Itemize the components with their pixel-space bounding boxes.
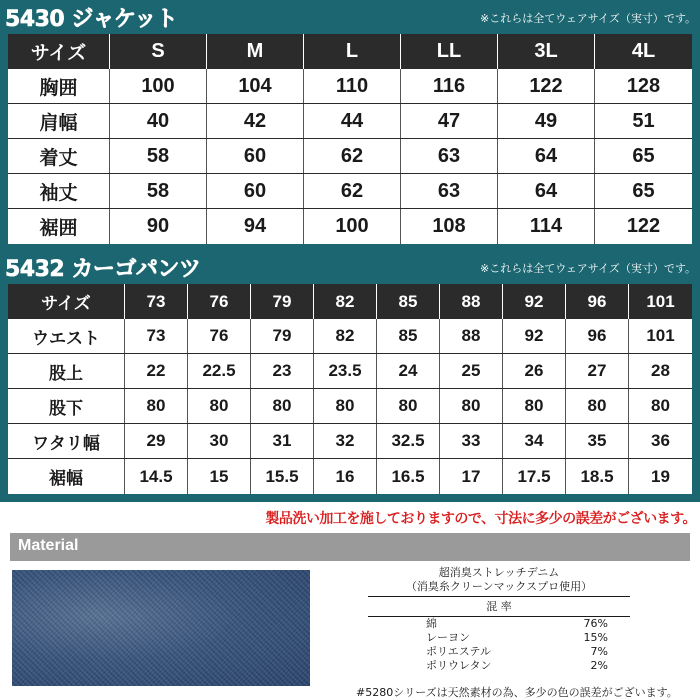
value-cell: 85 [377, 319, 440, 353]
row-label: 股上 [8, 354, 125, 388]
table-row [8, 174, 692, 209]
pants-size-cell: 92 [503, 284, 566, 319]
value-cell: 32.5 [377, 424, 440, 458]
value-cell: 104 [207, 69, 304, 103]
blend-ratio-heading: 混 率 [368, 600, 630, 617]
jacket-header-label: サイズ [8, 34, 110, 69]
jacket-size-cell: 4L [631, 40, 656, 62]
value-cell: 114 [498, 209, 595, 244]
composition-row [368, 645, 630, 659]
pants-size-table [8, 284, 692, 494]
jacket-size-cell: 3L [498, 34, 595, 69]
composition-percent: 2% [590, 659, 608, 672]
composition-name: 綿 [426, 617, 437, 630]
value-cell: 65 [632, 144, 655, 167]
value-cell: 35 [566, 424, 629, 458]
value-cell: 96 [566, 319, 629, 353]
jacket-size-cell: M [207, 34, 304, 69]
value-cell: 42 [207, 104, 304, 138]
value-cell: 26 [503, 354, 566, 388]
value-cell: 128 [626, 74, 661, 97]
composition-row [368, 631, 630, 645]
value-cell: 16.5 [377, 459, 440, 494]
pants-title: 5432 カーゴパンツ [5, 257, 201, 282]
jacket-size-cell: S [110, 34, 207, 69]
value-cell: 16 [314, 459, 377, 494]
value-cell: 80 [314, 389, 377, 423]
value-cell: 18.5 [566, 459, 629, 494]
row-label: 袖丈 [8, 174, 110, 208]
value-cell: 58 [110, 139, 207, 173]
value-cell: 19 [651, 466, 670, 486]
composition-name: レーヨン [426, 631, 470, 644]
value-cell: 15 [188, 459, 251, 494]
value-cell: 34 [503, 424, 566, 458]
table-row [8, 319, 692, 354]
value-cell: 60 [207, 174, 304, 208]
row-label: 着丈 [8, 139, 110, 173]
value-cell: 40 [110, 104, 207, 138]
value-cell: 17 [440, 459, 503, 494]
fabric-subtitle: （消臭糸クリーンマックスプロ使用） [368, 580, 630, 597]
color-variance-footnote: #5280シリーズは天然素材の為、多少の色の誤差がございます。 [356, 686, 678, 699]
value-cell: 60 [207, 139, 304, 173]
jacket-size-table [8, 34, 692, 244]
composition-name: ポリウレタン [426, 659, 492, 672]
value-cell: 108 [401, 209, 498, 244]
value-cell: 101 [646, 326, 675, 345]
value-cell: 36 [651, 431, 670, 450]
jacket-size-cell: LL [401, 34, 498, 69]
row-label: 肩幅 [8, 104, 110, 138]
value-cell: 23 [251, 354, 314, 388]
fabric-name: 超消臭ストレッチデニム [438, 566, 560, 579]
value-cell: 63 [401, 139, 498, 173]
jacket-panel-header [0, 0, 700, 34]
pants-size-cell: 96 [566, 284, 629, 319]
value-cell: 122 [626, 215, 661, 237]
table-row [8, 139, 692, 174]
material-heading: Material [18, 537, 79, 554]
jacket-size-cell: L [304, 34, 401, 69]
value-cell: 14.5 [125, 459, 188, 494]
row-label: 胸囲 [8, 69, 110, 103]
value-cell: 24 [377, 354, 440, 388]
value-cell: 92 [503, 319, 566, 353]
table-row [8, 104, 692, 139]
pants-note: ※これらは全てウェアサイズ（実寸）です。 [479, 262, 696, 275]
value-cell: 80 [440, 389, 503, 423]
composition-row [368, 659, 630, 673]
value-cell: 47 [401, 104, 498, 138]
jacket-note: ※これらは全てウェアサイズ（実寸）です。 [479, 12, 696, 25]
value-cell: 32 [314, 424, 377, 458]
value-cell: 51 [632, 109, 655, 132]
value-cell: 94 [207, 209, 304, 244]
pants-size-cell: 73 [125, 284, 188, 319]
value-cell: 80 [651, 396, 670, 415]
value-cell: 31 [251, 424, 314, 458]
pants-size-cell: 88 [440, 284, 503, 319]
value-cell: 58 [110, 174, 207, 208]
value-cell: 22 [125, 354, 188, 388]
value-cell: 49 [498, 104, 595, 138]
value-cell: 63 [401, 174, 498, 208]
row-label: ウエスト [8, 319, 125, 353]
value-cell: 15.5 [251, 459, 314, 494]
value-cell: 110 [304, 69, 401, 103]
value-cell: 62 [304, 139, 401, 173]
value-cell: 80 [251, 389, 314, 423]
value-cell: 30 [188, 424, 251, 458]
value-cell: 76 [188, 319, 251, 353]
value-cell: 65 [632, 179, 655, 202]
table-row [8, 424, 692, 459]
value-cell: 64 [498, 139, 595, 173]
value-cell: 100 [304, 209, 401, 244]
value-cell: 73 [125, 319, 188, 353]
pants-size-cell: 79 [251, 284, 314, 319]
pants-size-cell: 82 [314, 284, 377, 319]
measurement-disclaimer: 製品洗い加工を施しておりますので、寸法に多少の誤差がございます。 [265, 511, 696, 527]
composition-percent: 15% [583, 631, 608, 644]
value-cell: 82 [314, 319, 377, 353]
denim-fabric-swatch [12, 570, 310, 686]
composition-name: ポリエステル [426, 645, 492, 658]
value-cell: 29 [125, 424, 188, 458]
fabric-spec [368, 566, 630, 673]
composition-percent: 76% [583, 617, 608, 630]
jacket-size-panel [0, 0, 700, 250]
value-cell: 116 [401, 69, 498, 103]
value-cell: 79 [251, 319, 314, 353]
composition-percent: 7% [590, 645, 608, 658]
value-cell: 23.5 [314, 354, 377, 388]
value-cell: 80 [188, 389, 251, 423]
composition-row [368, 617, 630, 631]
pants-size-panel [0, 250, 700, 502]
value-cell: 90 [110, 209, 207, 244]
value-cell: 25 [440, 354, 503, 388]
row-label: 裾囲 [8, 209, 110, 244]
table-row [8, 354, 692, 389]
value-cell: 17.5 [503, 459, 566, 494]
jacket-header-row [8, 34, 692, 69]
pants-header-row [8, 284, 692, 319]
value-cell: 122 [498, 69, 595, 103]
pants-size-cell: 101 [646, 291, 675, 311]
pants-header-label: サイズ [8, 284, 125, 319]
table-row [8, 69, 692, 104]
pants-size-cell: 85 [377, 284, 440, 319]
value-cell: 100 [110, 69, 207, 103]
row-label: 股下 [8, 389, 125, 423]
table-row [8, 389, 692, 424]
value-cell: 33 [440, 424, 503, 458]
value-cell: 80 [566, 389, 629, 423]
value-cell: 88 [440, 319, 503, 353]
value-cell: 62 [304, 174, 401, 208]
row-label: ワタリ幅 [8, 424, 125, 458]
pants-panel-header [0, 250, 700, 284]
table-row [8, 209, 692, 244]
value-cell: 64 [498, 174, 595, 208]
material-section-header [10, 533, 690, 561]
value-cell: 22.5 [188, 354, 251, 388]
value-cell: 27 [566, 354, 629, 388]
value-cell: 80 [377, 389, 440, 423]
value-cell: 44 [304, 104, 401, 138]
value-cell: 80 [125, 389, 188, 423]
row-label: 裾幅 [8, 459, 125, 494]
value-cell: 80 [503, 389, 566, 423]
pants-size-cell: 76 [188, 284, 251, 319]
table-row [8, 459, 692, 494]
value-cell: 28 [651, 361, 670, 380]
jacket-title: 5430 ジャケット [5, 7, 178, 32]
